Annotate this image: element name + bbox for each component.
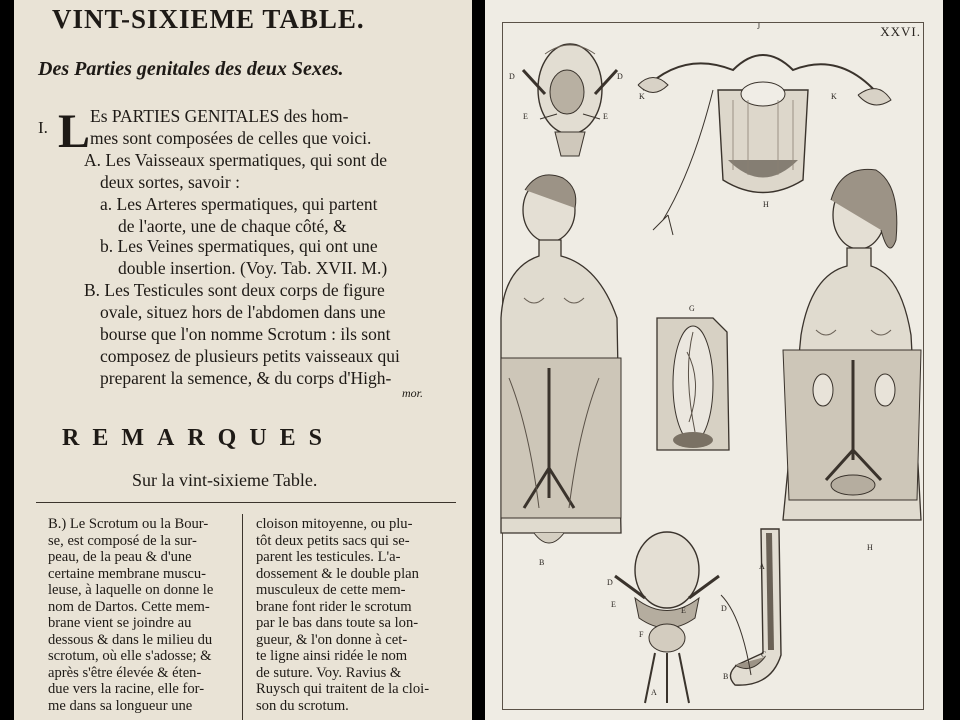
bladder-figure-bottom bbox=[615, 528, 735, 708]
page-title: VINT-SIXIEME TABLE. bbox=[52, 4, 365, 34]
plate-label: E bbox=[603, 112, 608, 121]
remarks-line: brane font rider le scrotum bbox=[256, 598, 412, 615]
divider-rule bbox=[36, 502, 456, 503]
plate-label: E bbox=[611, 600, 616, 609]
text-line: B. Les Testicules sont deux corps de figure bbox=[84, 280, 385, 300]
plate-label: H bbox=[867, 543, 873, 552]
text-line: A. Les Vaisseaux spermatiques, qui sont de bbox=[84, 150, 387, 170]
text-line: mor. bbox=[402, 386, 424, 400]
remarks-line: Ruysch qui traitent de la cloi- bbox=[256, 681, 430, 697]
plate-label: F bbox=[639, 630, 644, 639]
remarks-line: de suture. Voy. Ravius & bbox=[256, 664, 402, 681]
plate-label: D bbox=[509, 72, 515, 81]
remarks-line: te ligne ainsi ridée le nom bbox=[256, 648, 408, 664]
text-line: preparent la semence, & du corps d'High- bbox=[100, 368, 392, 388]
text-line: b. Les Veines spermatiques, qui ont une bbox=[100, 236, 378, 256]
text-line: mes sont composées de celles que voici. bbox=[90, 128, 372, 148]
text-line: double insertion. (Voy. Tab. XVII. M.) bbox=[118, 258, 388, 278]
plate-label: B bbox=[723, 672, 729, 681]
plate-label: K bbox=[831, 92, 837, 101]
remarks-line: leuse, à laquelle on donne le bbox=[48, 582, 214, 598]
bladder-figure-top bbox=[515, 34, 625, 164]
remarks-line: scrotum, où elle s'adosse; & bbox=[48, 648, 212, 664]
plate-label: G bbox=[689, 304, 695, 313]
remarks-line: gueur, & l'on donne à cet- bbox=[256, 631, 408, 648]
penis-section-figure bbox=[721, 525, 811, 695]
remarks-subheading: Sur la vint-sixieme Table. bbox=[132, 470, 318, 490]
text-line: Es PARTIES GENITALES des hom- bbox=[90, 106, 349, 126]
plate-label: A bbox=[651, 688, 657, 697]
plate-label: D bbox=[607, 578, 613, 587]
male-torso-figure bbox=[499, 168, 631, 563]
text-line: ovale, situez hors de l'abdomen dans une bbox=[100, 302, 386, 322]
female-torso-figure bbox=[781, 160, 931, 550]
text-line: de l'aorte, une de chaque côté, & bbox=[118, 216, 347, 236]
remarks-line: me dans sa longueur une bbox=[48, 697, 193, 714]
remarks-line: dessous & dans le milieu du bbox=[48, 631, 213, 648]
plate-label: J bbox=[757, 22, 761, 31]
remarks-line: musculeux de cette mem- bbox=[256, 582, 406, 598]
plate-label: E bbox=[681, 606, 686, 615]
text-line: deux sortes, savoir : bbox=[100, 172, 240, 192]
drop-cap: L bbox=[58, 105, 91, 158]
section-number: I. bbox=[38, 118, 48, 137]
remarks-line: se, est composé de la sur- bbox=[48, 532, 197, 549]
remarks-heading: REMARQUES bbox=[62, 425, 336, 451]
remarks-line: B.) Le Scrotum ou la Bour- bbox=[48, 516, 209, 532]
remarks-line: peau, de la peau & d'une bbox=[48, 549, 192, 565]
remarks-line: par le bas dans toute sa lon- bbox=[256, 615, 419, 631]
remarks-line: après s'être élevée & éten- bbox=[48, 664, 202, 681]
column-divider bbox=[242, 514, 243, 720]
plate-number: XXVI. bbox=[880, 24, 921, 39]
plate-label: C bbox=[761, 650, 767, 659]
remarks-line: parent les testicules. L'a- bbox=[256, 549, 401, 565]
remarks-line: nom de Dartos. Cette mem- bbox=[48, 598, 210, 615]
remarks-line: tôt deux petits sacs qui se- bbox=[256, 532, 410, 549]
plate-page bbox=[485, 0, 943, 720]
text-page bbox=[14, 0, 472, 720]
plate-label: K bbox=[639, 92, 645, 101]
plate-label: A bbox=[759, 562, 765, 571]
plate-label: D bbox=[617, 72, 623, 81]
plate-label: D bbox=[721, 604, 727, 613]
text-line: composez de plusieurs petits vaisseaux qui bbox=[100, 346, 400, 366]
plate-label: E bbox=[523, 112, 528, 121]
plate-label: H bbox=[763, 200, 769, 209]
remarks-line: cloison mitoyenne, ou plu- bbox=[256, 516, 413, 532]
remarks-line: certaine membrane muscu- bbox=[48, 565, 207, 582]
remarks-line: due vers la racine, elle for- bbox=[48, 681, 205, 697]
plate-label: B bbox=[539, 558, 545, 567]
text-line: bourse que l'on nomme Scrotum : ils sont bbox=[100, 324, 391, 344]
page-subtitle: Des Parties genitales des deux Sexes. bbox=[38, 58, 344, 80]
scrotum-section-figure bbox=[653, 312, 733, 457]
text-line: a. Les Arteres spermatiques, qui partent bbox=[100, 194, 378, 214]
remarks-line: son du scrotum. bbox=[256, 697, 349, 714]
remarks-line: dossement & le double plan bbox=[256, 565, 419, 582]
remarks-line: brane vient se joindre au bbox=[48, 615, 192, 631]
